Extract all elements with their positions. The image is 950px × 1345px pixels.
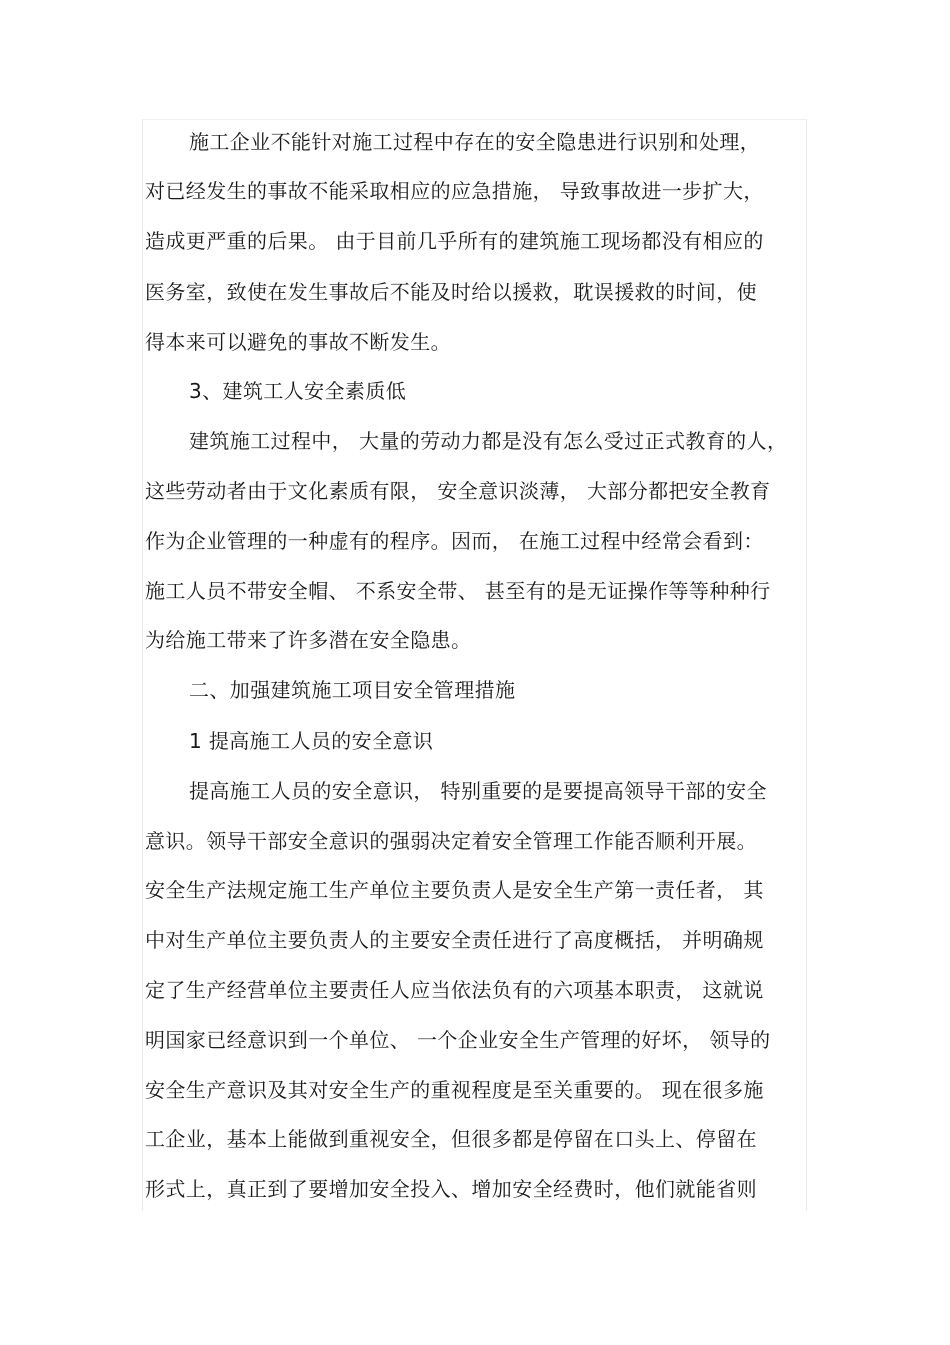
paragraph-2-line-4: 施工人员不带安全帽、 不系安全带、 甚至有的是无证操作等等种种行	[145, 579, 771, 603]
paragraph-3-line-4: 中对生产单位主要负责人的主要安全责任进行了高度概括， 并明确规	[145, 928, 764, 952]
paragraph-3-line-5: 定了生产经营单位主要责任人应当依法负有的六项基本职责， 这就说	[145, 978, 764, 1002]
paragraph-1-line-4: 医务室，致使在发生事故后不能及时给以援救，耽误援救的时间，使	[145, 280, 757, 304]
section-heading-2: 二、加强建筑施工项目安全管理措施	[189, 678, 516, 702]
paragraph-2-line-1: 建筑施工过程中， 大量的劳动力都是没有怎么受过正式教育的人，	[189, 429, 788, 453]
subsection-heading-1: 1 提高施工人员的安全意识	[189, 729, 434, 753]
paragraph-3-line-3: 安全生产法规定施工生产单位主要负责人是安全生产第一责任者， 其	[145, 878, 764, 902]
paragraph-1-line-3: 造成更严重的后果。 由于目前几乎所有的建筑施工现场都没有相应的	[145, 229, 764, 253]
paragraph-3-line-1: 提高施工人员的安全意识， 特别重要的是要提高领导干部的安全	[189, 779, 767, 803]
paragraph-3-line-6: 明国家已经意识到一个单位、 一个企业安全生产管理的好坏， 领导的	[145, 1028, 771, 1052]
paragraph-3-line-9: 形式上，真正到了要增加安全投入、增加安全经费时，他们就能省则	[145, 1177, 757, 1201]
paragraph-1-line-1: 施工企业不能针对施工过程中存在的安全隐患进行识别和处理，	[189, 130, 761, 154]
paragraph-2-line-2: 这些劳动者由于文化素质有限， 安全意识淡薄， 大部分都把安全教育	[145, 479, 771, 503]
paragraph-2-line-5: 为给施工带来了许多潜在安全隐患。	[145, 628, 472, 652]
paragraph-3-line-8: 工企业，基本上能做到重视安全，但很多都是停留在口头上、停留在	[145, 1127, 757, 1151]
section-heading-3: 3、建筑工人安全素质低	[189, 379, 407, 403]
paragraph-1-line-2: 对已经发生的事故不能采取相应的应急措施， 导致事故进一步扩大，	[145, 179, 764, 203]
paragraph-2-line-3: 作为企业管理的一种虚有的程序。因而， 在施工过程中经常会看到：	[145, 529, 764, 553]
paragraph-3-line-7: 安全生产意识及其对安全生产的重视程度是至关重要的。 现在很多施	[145, 1078, 764, 1102]
paragraph-3-line-2: 意识。领导干部安全意识的强弱决定着安全管理工作能否顺利开展。	[145, 829, 757, 853]
paragraph-1-line-5: 得本来可以避免的事故不断发生。	[145, 330, 451, 354]
